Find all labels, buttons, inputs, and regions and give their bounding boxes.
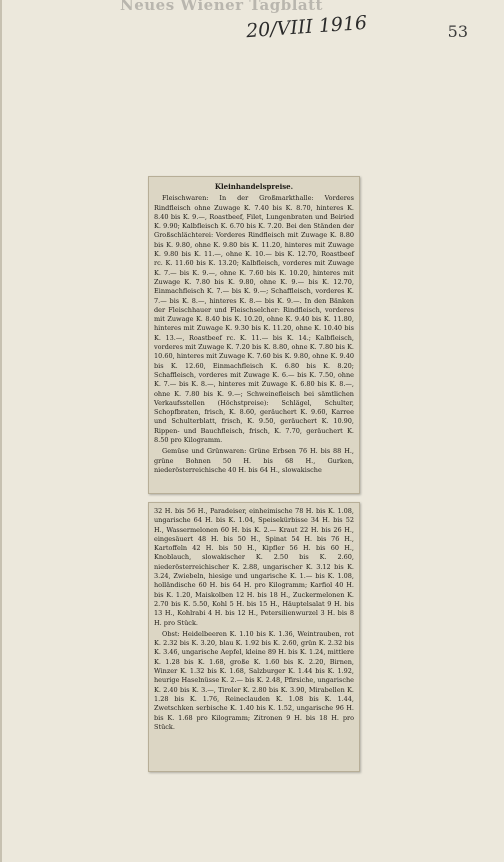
- sheet-edge: [0, 0, 2, 862]
- paragraph-gemuese: Gemüse und Grünwaren: Grüne Erbsen 76 H. bis 88 H., grüne Bohnen 50 H. bis 68 H., Gurken, niederösterreichische 40 H. bis 64 H., slowakische: [154, 447, 354, 474]
- newspaper-masthead: Neues Wiener Tagblatt: [120, 0, 323, 14]
- newspaper-clipping-top: [148, 176, 360, 494]
- paragraph-fleischwaren: Fleischwaren: In der Großmarkthalle: Vorderes Rindfleisch ohne Zuwage K. 7.40 bis K. 8.70, hinteres K. 8.40 bis K. 9.—, Roastbeef, Filet, Lungenbraten und Beiried K. 9.90; Kalbfleisch K. 6.70 bis K. 7.20. Bei den Ständen der Großschlächterei: Vorderes Rindfleisch mit Zuwage K. 8.80 bis K. 9.80, ohne K. 9.80 bis K. 11.20, hinteres mit Zuwage K. 9.80 bis K. 11.—, ohne K. 10.— bis K. 12.70, Roastbeef rc. K. 11.60 bis K. 13.20; Kalbfleisch, vorderes mit Zuwage K. 7.— bis K. 9.—, ohne K. 7.60 bis K. 10.20, hinteres mit Zuwage K. 7.80 bis K. 9.80, ohne K. 9.— bis K. 12.70, Einmachfleisch K. 7.— bis K. 9.—; Schaffleisch, vorderes K. 7.— bis K. 8.—, hinteres K. 8.— bis K. 9.—. In den Bänken der Fleischhauer und Fleischselcher: Rindfleisch, vorderes mit Zuwage K. 8.40 bis K. 10.20, ohne K. 9.40 bis K. 11.80, hinteres mit Zuwage K. 9.30 bis K. 11.20, ohne K. 10.40 bis K. 13.—, Roastbeef rc. K. 11.— bis K. 14.; Kalbfleisch, vorderes mit Zuwage K. 7.20 bis K. 8.80, ohne K. 7.80 bis K. 10.60, hinteres mit Zuwage K. 7.60 bis K. 9.80, ohne K. 9.40 bis K. 12.60, Einmachfleisch K. 6.80 bis K. 8.20; Schaffleisch, vorderes mit Zuwage K. 6.— bis K. 7.50, ohne K. 7.— bis K. 8.—, hinteres mit Zuwage K. 6.80 bis K. 8.—, ohne K. 7.80 bis K. 9.—; Schweinefleisch bei sämtlichen Verkaufsstellen (Höchstpreise): Schlägel, Schulter, Schopfbraten, frisch, K. 8.60, geräuchert K. 9.60, Karree und Schulterblatt, frisch, K. 9.50, geräuchert K. 10.90, Rippen- und Bauchfleisch, frisch, K. 7.70, geräuchert K. 8.50 pro Kilogramm.: [154, 194, 354, 445]
- clipping-title: Kleinhandelspreise.: [214, 182, 294, 191]
- handwritten-date: 20/VIII 1916: [245, 11, 368, 43]
- paragraph-gemuese-continued: 32 H. bis 56 H., Paradeiser, einheimische 78 H. bis K. 1.08, ungarische 64 H. bis K. 1.04, Speisekürbisse 34 H. bis 52 H., Wassermelonen 60 H. bis K. 2.— Kraut 22 H. bis 26 H., eingesäuert 48 H. bis 50 H., Spinat 54 H. bis 76 H., Kartoffeln 42 H. bis 50 H., Kipfler 56 H. bis 60 H., Knoblauch, slowakischer K. 2.50 bis K. 2.60, niederösterreichischer K. 2.88, ungarischer K. 3.12 bis K. 3.24, Zwiebeln, hiesige und ungarische K. 1.— bis K. 1.08, holländische 60 H. bis 64 H. pro Kilogramm; Karfiol 40 H. bis K. 1.20, Maiskolben 12 H. bis 18 H., Zuckermelonen K. 2.70 bis K. 5.50, Kohl 5 H. bis 15 H., Häuptelsalat 9 H. bis 13 H., Kohlrabi 4 H. bis 12 H., Petersilienwurzel 3 H. bis 8 H. pro Stück.: [154, 507, 354, 627]
- paragraph-obst: Obst: Heidelbeeren K. 1.10 bis K. 1.36, Weintrauben, rot K. 2.32 bis K. 3.20, blau K. 1.92 bis K. 2.60, grün K. 2.32 bis K. 3.46, ungarische Aepfel, kleine 89 H. bis K. 1.24, mittlere K. 1.28 bis K. 1.68, große K. 1.60 bis K. 2.20, Birnen, Winzer K. 1.32 bis K. 1.68, Salzburger K. 1.44 bis K. 1.92, heurige Haselnüsse K. 2.— bis K. 2.48, Pfirsiche, ungarische K. 2.40 bis K. 3.—, Tiroler K. 2.80 bis K. 3.90, Mirabellen K. 1.28 bis K. 1.76, Reineclauden K. 1.08 bis K. 1.44, Zwetschken serbische K. 1.40 bis K. 1.52, ungarische 96 H. bis K. 1.68 pro Kilogramm; Zitronen 9 H. bis 18 H. pro Stück.: [154, 629, 354, 731]
- newspaper-clipping-bottom: [148, 502, 360, 772]
- clipping-cut-edge: [149, 487, 359, 493]
- page-number: 53: [447, 22, 468, 41]
